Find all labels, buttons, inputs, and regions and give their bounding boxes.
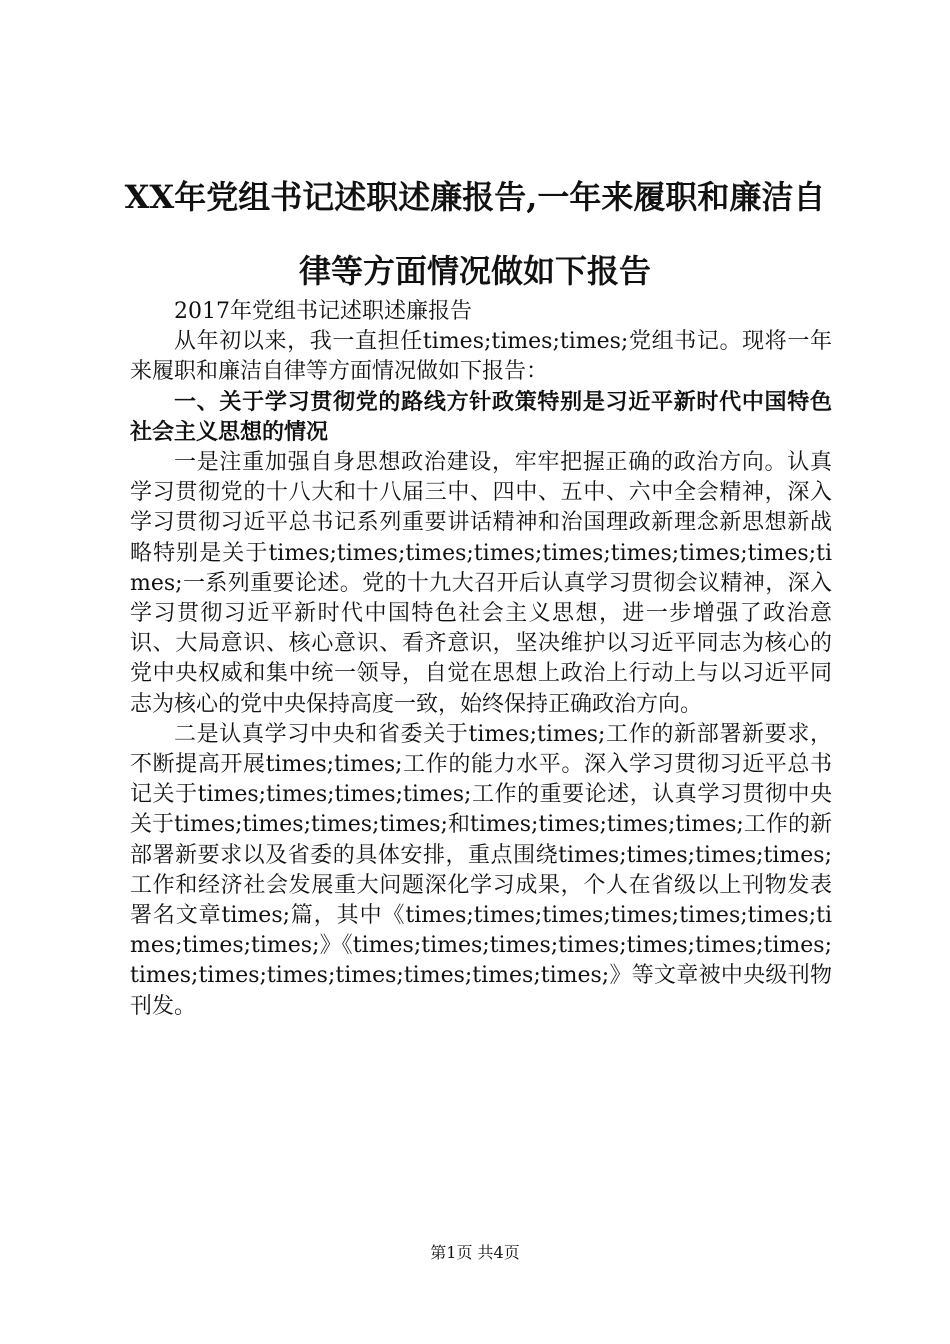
paragraph-central-deployment: 二是认真学习中央和省委关于times;times;工作的新部署新要求，不断提高开展times;times;工作的能力水平。深入学习贯彻习近平总书记关于times;times;times;times;工作的重要论述，认真学习贯彻中央关于times;times;times;times;和times;times;times;times;工作的新部署新要求以及省委的具体安排，重点围绕times;times;times;times;工作和经济社会发展重大问题深化学习成果，个人在省级以上刊物发表署名文章times;篇，其中《times;times;times;times;times;times;times;times;times;》《times;times;times;times;times;times;times;times;times;times;times;times;times;times;》等文章被中央级刊物刊发。 xyxy=(130,721,832,1019)
paragraph-intro: 从年初以来，我一直担任times;times;times;党组书记。现将一年来履职和廉洁自律等方面情况做如下报告： xyxy=(130,329,832,385)
paragraph-report-name: 2017年党组书记述职述廉报告 xyxy=(174,299,472,324)
page-title: XX年党组书记述职述廉报告,一年来履职和廉洁自律等方面情况做如下报告 xyxy=(124,178,826,290)
section-heading-1: 一、关于学习贯彻党的路线方针政策特别是习近平新时代中国特色社会主义思想的情况 xyxy=(130,389,832,445)
document-body xyxy=(130,297,832,1022)
paragraph-political-construction: 一是注重加强自身思想政治建设，牢牢把握正确的政治方向。认真学习贯彻党的十八大和十八届三中、四中、五中、六中全会精神，深入学习贯彻习近平总书记系列重要讲话精神和治国理政新理念新思想新战略特别是关于times;times;times;times;times;times;times;times;times;一系列重要论述。党的十九大召开后认真学习贯彻会议精神，深入学习贯彻习近平新时代中国特色社会主义思想，进一步增强了政治意识、大局意识、核心意识、看齐意识，坚决维护以习近平同志为核心的党中央权威和集中统一领导，自觉在思想上政治上行动上与以习近平同志为核心的党中央保持高度一致，始终保持正确政治方向。 xyxy=(130,450,832,717)
page-number-footer: 第1页 共4页 xyxy=(430,1243,520,1262)
